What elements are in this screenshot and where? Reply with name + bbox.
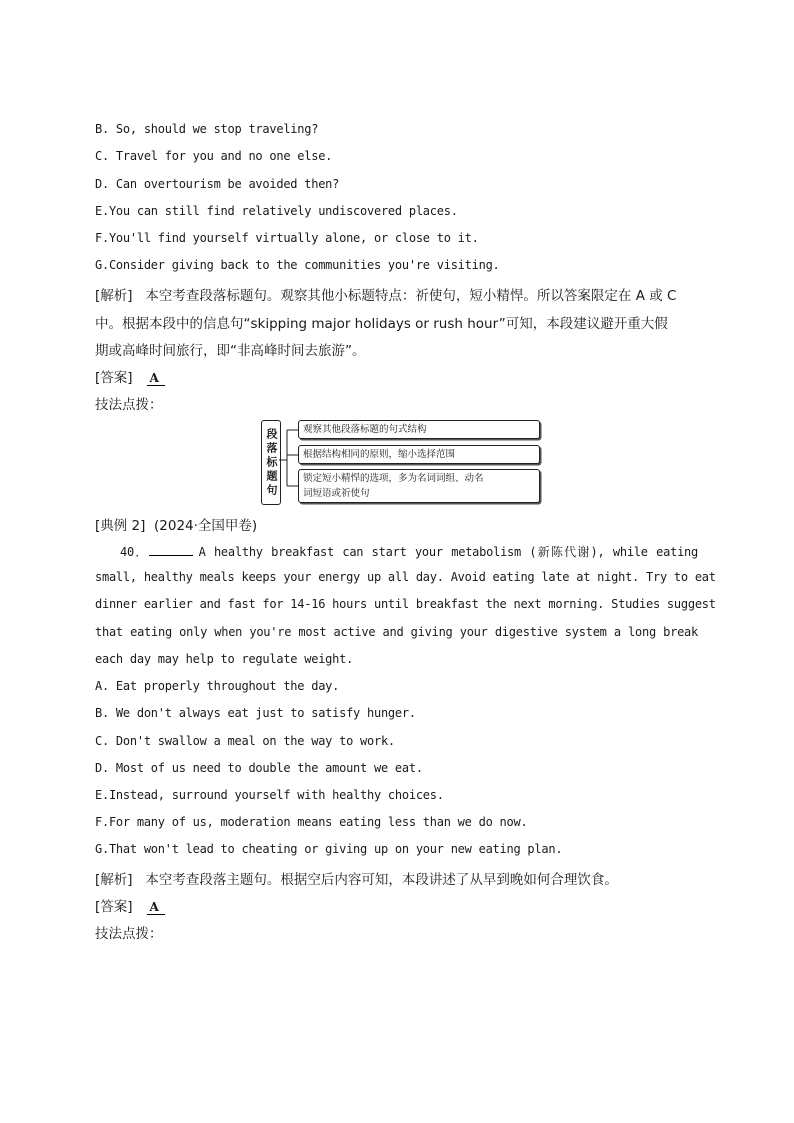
answer-line [95,366,165,386]
passage-line-2: small, healthy meals keeps your energy up all day. Avoid eating late at night. Try to eat [95,570,716,584]
analysis-text: 本空考查段落标题句。观察其他小标题特点：祈使句，短小精悍。所以答案限定在 A 或 C [145,288,677,304]
diagram-step-3 [298,469,540,503]
option-a: A. Eat properly throughout the day. [95,679,340,693]
answer-blank [149,543,193,556]
analysis-label: [解析] [95,288,133,304]
tip-label: 技法点拨： [95,926,163,942]
passage-line-1 [95,543,698,560]
passage-text-1: A healthy breakfast can start your metabolism (新陈代谢), while eating [198,545,698,559]
option-e: E.You can still find relatively undiscovered places. [95,204,458,218]
answer-value: A [147,371,165,386]
analysis-text: 本空考查段落主题句。根据空后内容可知，本段讲述了从早到晚如何合理饮食。 [145,872,618,888]
example-header [95,514,257,534]
answer-label: [答案] [95,370,133,386]
option-d: D. Can overtourism be avoided then? [95,177,340,191]
analysis-line-1 [95,284,676,304]
option-f: F.You'll find yourself virtually alone, or close to it. [95,231,479,245]
option-f: F.For many of us, moderation means eating less than we do now. [95,815,528,829]
option-d: D. Most of us need to double the amount we eat. [95,761,423,775]
answer-value: A [147,900,165,915]
option-b: B. We don't always eat just to satisfy hunger. [95,706,416,720]
diagram-step-2: 根据结构相同的原则，缩小选择范围 [298,445,540,464]
option-g: G.Consider giving back to the communities you're visiting. [95,258,500,272]
passage-line-5: each day may help to regulate weight. [95,652,354,666]
answer-label: [答案] [95,899,133,915]
passage-line-3: dinner earlier and fast for 14-16 hours until breakfast the next morning. Studies suggest [95,597,716,611]
analysis-line-2: 中。根据本段中的信息句“skipping major holidays or rush hour”可知，本段建议避开重大假 [95,316,668,332]
tip-label: 技法点拨： [95,397,163,413]
option-b: B. So, should we stop traveling? [95,122,319,136]
option-g: G.That won't lead to cheating or giving up on your new eating plan. [95,842,563,856]
diagram-step-1: 观察其他段落标题的句式结构 [298,420,540,439]
passage-line-4: that eating only when you're most active and giving your digestive system a long break [95,625,698,639]
question-number: 40． [120,545,149,559]
analysis-label: [解析] [95,872,133,888]
answer-line [95,895,165,915]
example-label: [典例 2] [95,518,146,534]
diagram-step-3-line-1: 锁定短小精悍的选项，多为名词词组、动名 [303,473,484,484]
analysis-line [95,868,618,888]
analysis-line-3: 期或高峰时间旅行，即“非高峰时间去旅游”。 [95,343,366,359]
option-c: C. Don't swallow a meal on the way to work. [95,734,395,748]
option-c: C. Travel for you and no one else. [95,149,333,163]
diagram-label: 段落标题句 [261,420,281,505]
option-e: E.Instead, surround yourself with healthy choices. [95,788,444,802]
example-source: (2024·全国甲卷) [154,518,258,534]
diagram-step-3-line-2: 词短语或祈使句 [303,488,370,499]
